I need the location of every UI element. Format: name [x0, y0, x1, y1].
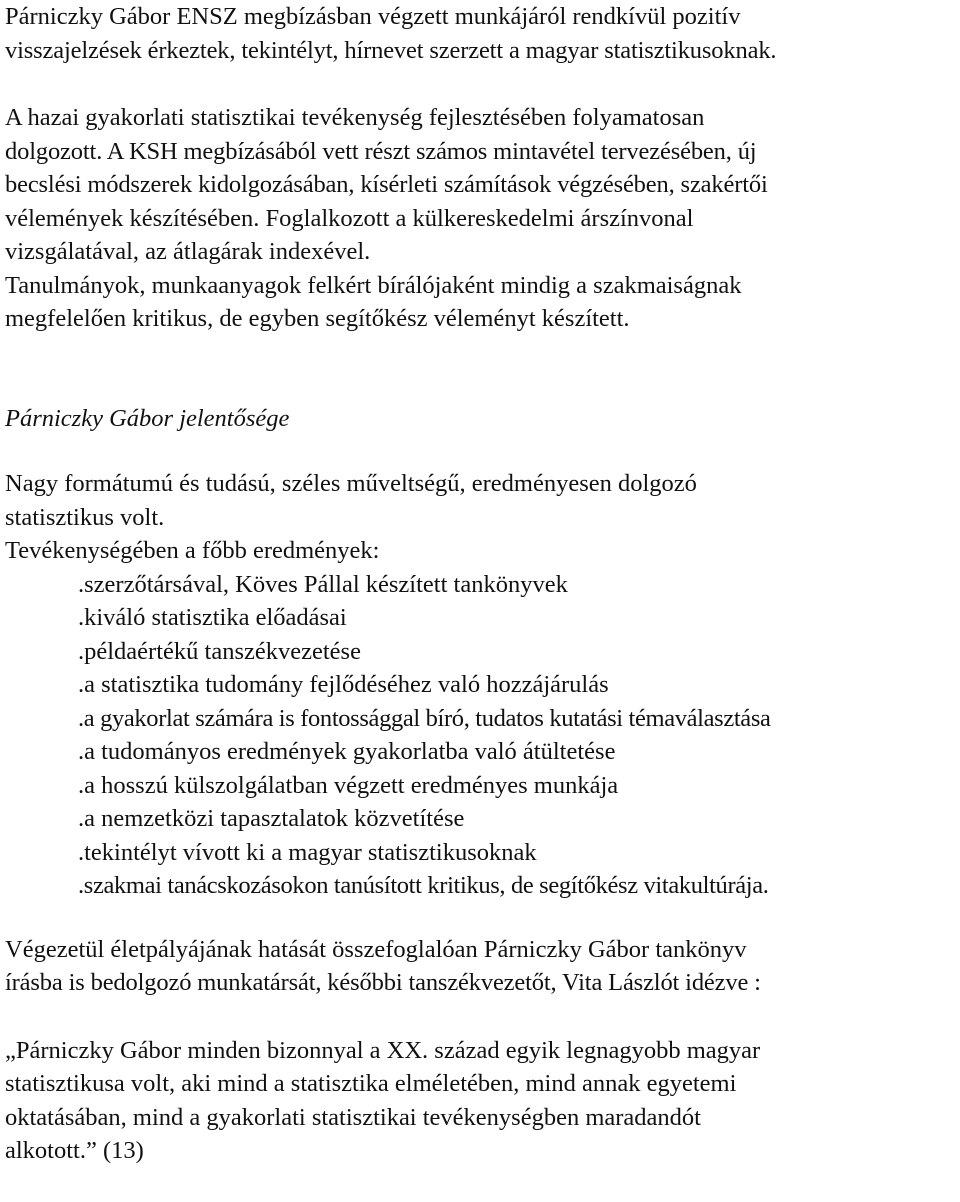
text-line: megfelelően kritikus, de egyben segítőkész véleményt készített.: [5, 305, 630, 332]
text-line: „Párniczky Gábor minden bizonnyal a XX. század egyik legnagyobb magyar: [5, 1036, 761, 1064]
closing-paragraph: [5, 933, 957, 1000]
quote-paragraph: [5, 1034, 957, 1168]
paragraph-spacer: [5, 903, 957, 933]
list-item: .a statisztika tudomány fejlődéséhez való hozzájárulás: [78, 671, 609, 698]
text-line: alkotott.” (13): [5, 1137, 144, 1164]
list-item: .példaértékű tanszékvezetése: [78, 637, 361, 665]
results-list: [5, 568, 957, 903]
text-line: írásba is bedolgozó munkatársát, későbbi tanszékvezetőt, Vita Lászlót idézve :: [5, 969, 761, 996]
section-spacer: [5, 336, 957, 402]
list-item: .kiváló statisztika előadásai: [78, 604, 347, 631]
list-item: .szerzőtársával, Köves Pállal készített tankönyvek: [78, 570, 568, 598]
list-item: .a gyakorlat számára is fontossággal bíró, tudatos kutatási témaválasztása: [78, 704, 771, 732]
section-spacer: [5, 435, 957, 467]
text-line: A hazai gyakorlati statisztikai tevékenység fejlesztésében folyamatosan: [5, 104, 705, 131]
list-item: .a nemzetközi tapasztalatok közvetítése: [78, 805, 465, 832]
document-page: [5, 0, 957, 1168]
text-line: statisztikus volt.: [5, 503, 165, 531]
paragraph-spacer: [5, 67, 957, 101]
paragraph-spacer: [5, 1000, 957, 1034]
text-line: dolgozott. A KSH megbízásából vett részt számos mintavétel tervezésében, új: [5, 137, 757, 165]
practice-paragraph: [5, 101, 957, 336]
list-item: .a tudományos eredmények gyakorlatba való átültetése: [78, 738, 616, 765]
text-line: statisztikusa volt, aki mind a statisztika elméletében, mind annak egyetemi: [5, 1070, 737, 1097]
text-line: Tanulmányok, munkaanyagok felkért bírálójaként mindig a szakmaiságnak: [5, 271, 742, 299]
text-line: Végezetül életpályájának hatását összefoglalóan Párniczky Gábor tankönyv: [5, 935, 747, 963]
text-line: becslési módszerek kidolgozásában, kísérleti számítások végzésében, szakértői: [5, 171, 768, 198]
text-line: Tevékenységében a főbb eredmények:: [5, 537, 380, 564]
intro-paragraph: [5, 0, 957, 67]
text-line: vélemények készítésében. Foglalkozott a külkereskedelmi árszínvonal: [5, 204, 694, 232]
text-line: vizsgálatával, az átlagárak indexével.: [5, 238, 371, 265]
text-line: Nagy formátumú és tudású, széles műveltségű, eredményesen dolgozó: [5, 470, 697, 497]
text-line: visszajelzések érkeztek, tekintélyt, hírnevet szerzett a magyar statisztikusoknak.: [5, 36, 777, 64]
list-item: .a hosszú külszolgálatban végzett eredményes munkája: [78, 771, 619, 799]
list-item: .tekintélyt vívott ki a magyar statisztikusoknak: [78, 838, 537, 866]
section-heading: Párniczky Gábor jelentősége: [5, 404, 290, 432]
text-line: Párniczky Gábor ENSZ megbízásban végzett munkájáról rendkívül pozitív: [5, 3, 741, 30]
list-item: .szakmai tanácskozásokon tanúsított kritikus, de segítőkész vitakultúrája.: [78, 872, 769, 899]
text-line: oktatásában, mind a gyakorlati statisztikai tevékenységben maradandót: [5, 1103, 701, 1131]
summary-paragraph: [5, 467, 957, 568]
